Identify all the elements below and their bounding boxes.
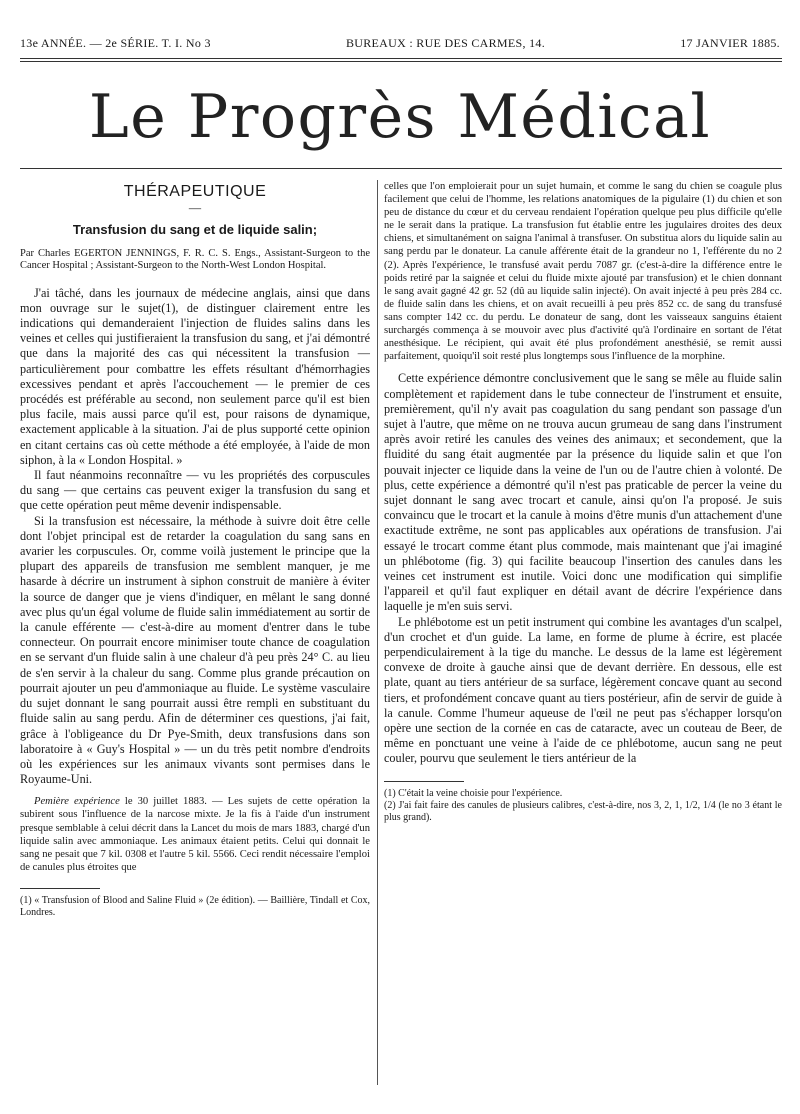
right-footnote: (2) J'ai fait faire des canules de plusieurs calibres, c'est-à-dire, nos 3, 2, 1, 1/2, 1/4 (le no 3 étant le plus grand).: [384, 799, 782, 823]
journal-title: Le Progrès Médical: [88, 82, 712, 152]
paragraph: Cette expérience démontre conclusivement que le sang se mêle au fluide salin complètement et rapidement dans le tube connecteur de l'instrument et ensuite, premièrement, qu'il n'y avait pas coagulation du sang pendant son passage d'un sujet à l'autre, que même on ne trouva aucun grumeau de sang dans l'instrument après avoir retiré les canules des veines des animaux; et secondement, que la fluidité du sang était augmentée par la présence du liquide salin et que l'on pouvait injecter ce liquide dans la veine de l'un ou de l'autre chien à volonté. De plus, cette expérience a démontré qu'il n'est pas praticable de percer la veine du sujet donnant le sang avec trocart et canule, ainsi qu'on l'a proposé. Je suis convaincu que le trocart et la canule à moins d'être munis d'un attachement d'une exactitude extrême, ne sont pas applicables aux opérations de transfusion. J'ai essayé le trocart comme étant plus commode, mais maintenant que j'ai imaginé un phlébotome (fig. 3) qui facilite beaucoup l'insertion des canules dans les veines cet instrument est inutile. Voici donc une modification qui simplifie l'appareil et qu'il faut expliquer en détail avant de décrire l'expérience dans laquelle je m'en suis servi.: [384, 371, 782, 614]
section-dash: —: [188, 201, 202, 216]
experience-text: le 30 juillet 1883. — Les sujets de cette opération la subirent sous l'influence de la narcose mixte. Je la fis à l'aide d'un instrument presque semblable à celui décrit dans la Lancet du mois de mars 1883, chargé d'un liquide salin avec ammoniaque. Les animaux étaient petits. Celui qui donnait le sang ne pesait que 7 kil. 0308 et l'autre 5 kil. 5566. Ceci rendit nécessaire l'emploi de canules plus étroites que: [20, 796, 370, 873]
paragraph: J'ai tâché, dans les journaux de médecine anglais, ainsi que dans mon ouvrage sur le sujet(1), de distinguer clairement entre les indications qui demanderaient l'injection de fluides salins dans les veines et celles qui justifieraient la transfusion du sang, et j'ai démontré que dans la majorité des cas qui nécessitent la transfusion — particulièrement pour combattre les effets résultant d'hémorrhagies excessives pendant et après l'accouchement — le premier de ces procédés est préférable au second, non seulement parce qu'il est bien plus facile, mais aussi parce qu'il est, pour raisons de dynamique, exactement applicable à la situation. J'ai de plus supporté cette opinion en citant certains cas où cette méthode a été employée, à l'aide de mon siphon, à la « London Hospital. »: [20, 285, 370, 467]
left-column: [20, 180, 370, 919]
footnote-rule: [384, 781, 464, 782]
issue-info: 13e ANNÉE. — 2e SÉRIE. T. I. No 3: [20, 36, 211, 50]
experience-label: Pemière expérience: [34, 796, 120, 808]
masthead-rule-bottom: [20, 61, 782, 62]
issue-date: 17 JANVIER 1885.: [680, 36, 780, 50]
right-column: [384, 180, 782, 824]
footnote-rule: [20, 888, 100, 889]
right-footnote: (1) C'était la veine choisie pour l'expérience.: [384, 787, 563, 799]
experience-continuation: celles que l'on emploierait pour un sujet humain, et comme le sang du chien se coagule plus facilement que celui de l'homme, les relations anatomiques de la pigulaire (1) du chien et son peu de distance du cœur et du cerveau rendaient l'opération quelque peu plus difficile qu'elle ne le serait dans la pratique. La transfusion fut établie entre les jugulaires droites des deux chiens, et simultanément on saigna l'animal à transfuser. On substitua alors du liquide salin au sang perdu par le donateur. La canule afférente était de la grandeur no 1, l'efférente du no 2 (2). Après l'expérience, le transfusé avait perdu 7087 gr. (c'est-à-dire la différence entre le poids retiré par la saignée et celui du fluide mixte ajouté par transfusion) et le chien donnant le sang avait gagné 42 gr. 52 (dû au liquide salin injecté). On avait injecté à peu près 284 cc. de fluide salin dans les chiens, et on avait recueilli à peu près 852 cc. de sang du transfusé sans compter 142 cc. du perdu. Le donateur de sang, dont les vaisseaux sanguins étaient surchargés commença à se mouvoir avec plus d'activité qu'à l'ordinaire en sortant de l'état anesthésique. Le récipient, qui avait été plus profondément anesthésié, se remit aussi parfaitement, quoiqu'il soit resté plus longtemps sous l'influence de la morphine.: [384, 181, 782, 363]
column-divider: [377, 180, 378, 1085]
masthead: [20, 36, 780, 51]
office-address: BUREAUX : RUE DES CARMES, 14.: [345, 36, 546, 50]
left-footnote: (1) « Transfusion of Blood and Saline Fluid » (2e édition). — Baillière, Tindall et Cox, Londres.: [20, 894, 370, 918]
paragraph: Le phlébotome est un petit instrument qui combine les avantages d'un scalpel, d'un crochet et d'un guide. La lame, en forme de plume à écrire, est placée perpendiculairement à la tige du manche. Le dessus de la lame est légèrement convexe de droite à gauche ainsi que de devant derrière. En dessous, elle est plate, quant au tiers antérieur de sa surface, légèrement concave quant au second tiers, et profondément concave quant au tiers postérieur, afin de servir de guide à la canule. Comme l'humeur aqueuse de l'œil ne peut pas s'échapper lorsqu'on opère une section de la cornée en cas de cataracte, avec un couteau de Beer, de même en ponctuant une veine à l'aide de ce phlébotome, aucun sang ne peut couler, pourvu que seulement le tiers antérieur de la: [384, 614, 782, 766]
section-title: THÉRAPEUTIQUE: [123, 183, 267, 200]
paragraph: Si la transfusion est nécessaire, la méthode à suivre doit être celle dont l'objet principal est de retarder la coagulation du sang sans en avarier les corpuscules. Or, comme voilà justement le principe que la plupart des appareils de transfusion me semblent manquer, je me hasarde à décrire un instrument à siphon construit de manière à éviter la source de danger que je viens d'indiquer, en mêlant le sang donné avec plus qu'un égal volume de fluide salin immédiatement au sortir de la canule efférente — c'est-à-dire au moment d'entrer dans le tube connecteur. On pourrait encore minimiser toute chance de coagulation en se servant d'un fluide salin à une chaleur d'à peu près 24° C. au lieu de s'en servir à la chaleur du sang. Comme plus grande précaution on pourrait ajouter un peu d'ammoniaque au fluide. Le système vasculaire du sujet donnant le sang pourrait aussi être rempli en substituant du fluide salin au sang perdu. Afin de déterminer ces questions, j'ai fait, grâce à l'obligeance du Dr Pye-Smith, deux transfusions dans son laboratoire à « Guy's Hospital » — un du très petit nombre d'endroits où les expériences sur les animaux vivants sont permises dans le Royaume-Uni.: [20, 513, 370, 787]
title-rule: [20, 168, 782, 169]
paragraph: Il faut néanmoins reconnaître — vu les propriétés des corpuscules du sang — que certains cas peuvent exiger la transfusion du sang et que cette opération peut même devenir indispensable.: [20, 468, 370, 513]
byline: Par Charles EGERTON JENNINGS, F. R. C. S. Engs., Assistant-Surgeon to the Cancer Hospital ; Assistant-Surgeon to the North-West London Hospital.: [20, 247, 370, 271]
experience-paragraph: [20, 795, 370, 874]
article-title: Transfusion du sang et de liquide salin;: [72, 222, 318, 238]
masthead-rule-top: [20, 58, 782, 59]
